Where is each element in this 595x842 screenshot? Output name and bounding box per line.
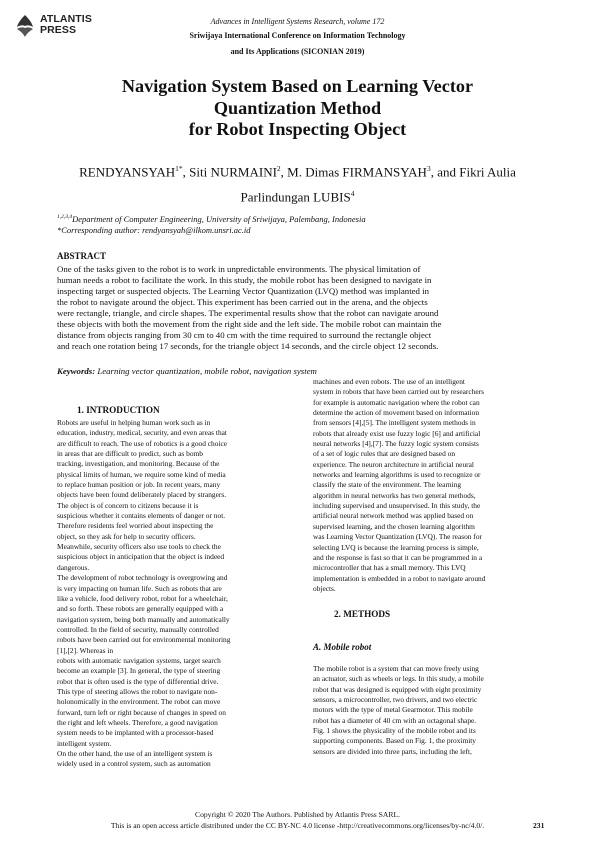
body-text-line: microcontroller that has a small memory. This LVQ (313, 563, 466, 573)
body-text-line: robots that already exist use fuzzy logic [6] and artificial (313, 428, 481, 438)
body-text-line: implementation is embedded in a robot to navigate around (313, 573, 486, 583)
section-heading-introduction: 1. INTRODUCTION (77, 405, 160, 415)
body-text-line: motors with the type of metal Gearmotor. This mobile (313, 705, 473, 715)
body-text-line: sensors, a microcontroller, two drivers, and two electric (313, 695, 478, 705)
body-text-line: in areas that are difficult to predict, such as bomb (57, 449, 203, 459)
body-text-line: networks and learning algorithms is used to recognize or (313, 470, 481, 480)
conference-name: Sriwijaya International Conference on Information Technology (189, 31, 406, 40)
body-text-line: robot that is often used is the type of differential drive. (57, 676, 219, 686)
body-text-line: including supervised and unsupervised. In this study, the (313, 501, 481, 511)
body-text-line: widely used in a control system, such as automation (57, 759, 211, 769)
body-text-line: objects have been found deliberately placed by strangers. (57, 490, 227, 500)
body-text-line: selecting LVQ is because the learning process is simple, (313, 542, 479, 552)
body-text-line: forward, turn left or right because of changes in speed on (57, 707, 226, 717)
body-text-line: The development of robot technology is overgrowing and (57, 573, 228, 583)
body-text-line: system in robots that have been carried out by researchers (313, 387, 484, 397)
left-column-text (57, 418, 284, 770)
body-text-line: holonomically in the environment. The robot can move (57, 697, 221, 707)
body-text-line: object, so they ask for help to security officers. (57, 531, 196, 541)
corresponding-author: *Corresponding author: rendyansyah@ilkom.unsri.ac.id (57, 224, 251, 235)
body-text-line: tracking, investigation, and monitoring. Because of the (57, 459, 220, 469)
abstract-heading: ABSTRACT (57, 251, 107, 261)
body-text-line: and the response is fast so that it can be programmed in a (313, 552, 483, 562)
body-text-line: determine the action of movement based on information (313, 408, 480, 418)
abstract-line: distance from objects ranging from 30 cm to 40 cm with the time required to surround the rectangle object (57, 330, 432, 340)
body-text-line: machines and even robots. The use of an intelligent (313, 377, 465, 386)
section-heading-methods: 2. METHODS (334, 609, 391, 619)
keywords: Keywords: Learning vector quantization, mobile robot, navigation system (57, 366, 317, 376)
body-text-line: was Learning Vector Quantization (LVQ). The reason for (313, 532, 482, 542)
body-text-line: become an example [3]. In general, the type of steering (57, 666, 221, 676)
subsection-heading-mobile-robot: A. Mobile robot (313, 642, 372, 652)
author-list: $RENDYANSYAH^{1*}$, Siti NURMAINI$^2$, M. Dimas FIRMANSYAH$^3$, and Fikri Aulia Parlindungan LUBIS$^4$ (79, 164, 516, 205)
abstract-line: human needs a robot to facilitate the work. In this study, the mobile robot has been designed to navigate in (57, 275, 432, 285)
body-text-line: suspicious object in anticipation that the object is indeed (57, 552, 225, 562)
body-text-line: The object is of concern to citizens because it is (57, 500, 199, 510)
abstract-line: inspecting target or suspected objects. The Learning Vector Quantization (LVQ) method was implanted in (57, 286, 429, 296)
footer-license: This is an open access article distributed under the CC BY-NC 4.0 license -http://creativecommons.org/licenses/by-nc/4.0/. (110, 821, 485, 830)
body-text-line: sensors are divided into three parts, including the left, (313, 746, 472, 756)
body-text-line: objects. (313, 583, 336, 593)
right-column-methods-text (313, 664, 540, 757)
body-text-line: Meanwhile, security officers also use tools to check the (57, 542, 221, 552)
body-text-line: On the other hand, the use of an intelligent system is (57, 749, 213, 758)
body-text-line: the right and left wheels. Therefore, a good navigation (57, 717, 218, 727)
body-text-line: supporting components. Based on Fig. 1, the proximity (313, 736, 476, 746)
body-text-line: controlled. In the field of security, manually controlled (57, 624, 219, 634)
body-text-line: robots with automatic navigation systems, target search (57, 655, 221, 665)
body-text-line: like a vehicle, food delivery robot, robot for a wheelchair, (57, 593, 228, 603)
body-text-line: an actuator, such as wheels or legs. In this study, a mobile (313, 674, 484, 684)
body-text-line: experience. The neuron architecture in artificial neural (313, 459, 474, 469)
page-number: 231 (533, 821, 545, 830)
body-text-line: for example is automatic navigation where the robot can (313, 397, 480, 407)
abstract-line: and reach one rotation being 17 seconds, for the triangle object 14 seconds, and the circle object 12 seconds. (57, 341, 439, 351)
body-text-line: robot has a diameter of 40 cm with an octagonal shape. (313, 715, 477, 725)
abstract-line: these objects with both the movement from the right side and the left side. The mobile robot can maintain the (57, 319, 442, 329)
abstract-line: One of the tasks given to the robot is to work in unpredictable environments. The physical limitation of (57, 264, 421, 274)
body-text-line: suspicious whether it contains elements of danger or not. (57, 511, 226, 521)
journal-series: Advances in Intelligent Systems Research, volume 172 (210, 17, 385, 26)
body-text-line: Therefore residents feel worried about inspecting the (57, 521, 214, 531)
body-text-line: algorithm in neural networks has two general methods, (313, 490, 476, 500)
body-text-line: physical limits of human, we require some kind of media (57, 469, 226, 479)
body-text-line: of a set of logic rules that are designed based on (313, 449, 456, 459)
body-text-line: supervised learning, and the chosen learning algorithm (313, 521, 475, 531)
body-text-line: The mobile robot is a system that can move freely using (313, 664, 479, 673)
body-text-line: intelligent system. (57, 738, 112, 748)
body-text-line: dangerous. (57, 562, 90, 572)
body-text-line: Robots are useful in helping human work such as in (57, 418, 211, 427)
body-text-line: artificial neural network method was applied based on (313, 511, 474, 521)
abstract-line: the robot to navigate around the object. This experiment has been carried out in the arena, and the objects (57, 297, 428, 307)
body-text-line: to replace human position or job. In recent years, many (57, 480, 221, 490)
body-text-line: system needs to be implanted with a processor-based (57, 728, 214, 738)
body-text-line: neural networks [4],[7]. The fuzzy logic system consists (313, 439, 479, 449)
abstract-line: were rectangle, triangle, and circle shapes. The experimental results show that the robot can navigate around (57, 308, 439, 318)
body-text-line: from sensors [4],[5]. The intelligent system methods in (313, 418, 476, 428)
publisher-logo (14, 12, 104, 40)
body-text-line: This type of steering allows the robot to navigate non- (57, 686, 218, 696)
affiliation: $^{1,2,3,4}$Department of Computer Engineering, University of Sriwijaya, Palembang, Indonesia *Corresponding author: rendyansyah@ilkom.unsri.ac.id (57, 212, 557, 236)
right-column-text (313, 377, 540, 594)
body-text-line: robot that was designed is equipped with eight proximity (313, 684, 482, 694)
body-text-line: education, industry, medical, security, and even areas that (57, 428, 227, 438)
body-text-line: robots have been carried out for environmental monitoring (57, 635, 231, 645)
conference-name-line2: and Its Applications (SICONIAN 2019) (230, 47, 365, 56)
body-text-line: and so forth. These robots are generally equipped with a (57, 604, 224, 614)
body-text-line: is very impacting on human life. Such as robots that are (57, 583, 222, 593)
body-text-line: navigation system, being both manually and automatically (57, 614, 230, 624)
body-text-line: are difficult to reach. The use of robotics is a good choice (57, 438, 228, 448)
footer-copyright: Copyright © 2020 The Authors. Published by Atlantis Press SARL. (195, 810, 400, 819)
abstract-body (57, 264, 541, 352)
body-text-line: Fig. 1 shows the physicality of the mobile robot and its (313, 726, 476, 736)
atlantis-logo-icon (14, 14, 36, 38)
paper-title: Navigation System Based on Learning Vector Quantization Method for Robot Inspecting Object (121, 76, 474, 139)
logo-text: ATLANTIS PRESS (40, 13, 92, 36)
body-text-line: classify the state of the environment. The learning (313, 480, 462, 490)
body-text-line: [1],[2]. Whereas in (57, 645, 114, 655)
